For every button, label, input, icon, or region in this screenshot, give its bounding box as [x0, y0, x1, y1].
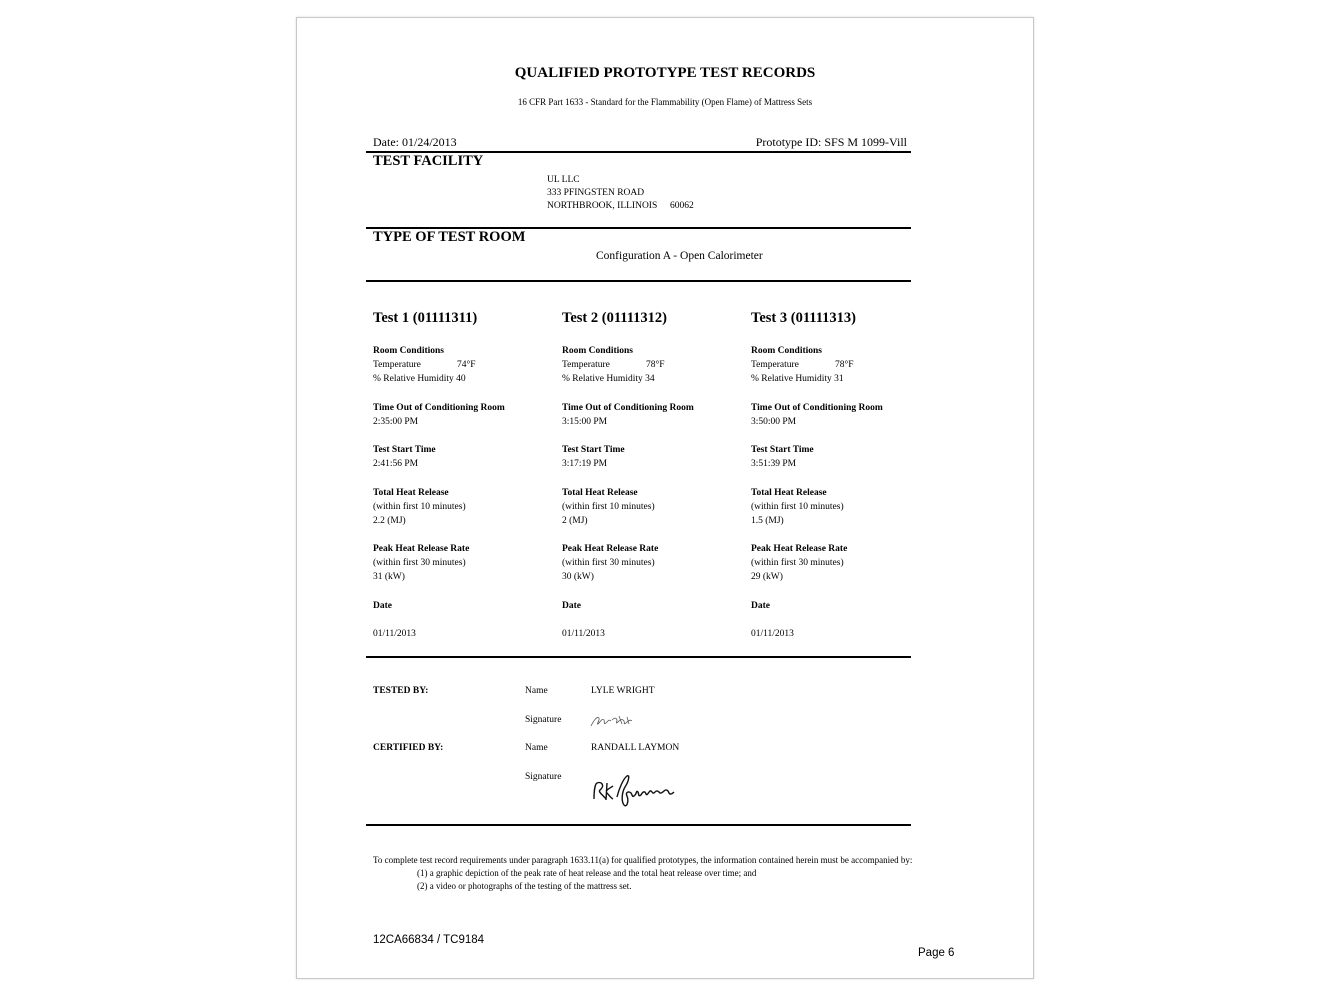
page-title: QUALIFIED PROTOTYPE TEST RECORDS [514, 65, 816, 81]
within-30-label: (within first 30 minutes) [562, 558, 655, 568]
test-3-time-out: 3:50:00 PM [751, 417, 797, 427]
facility-city: NORTHBROOK, ILLINOIS [547, 201, 658, 211]
divider [366, 824, 911, 826]
test-2-time-out: 3:15:00 PM [562, 417, 608, 427]
humidity-label: % Relative Humidity [562, 374, 643, 384]
test-3-humidity: 31 [834, 374, 844, 384]
humidity-label: % Relative Humidity [373, 374, 454, 384]
test-3-title: Test 3 (01111313) [751, 310, 857, 326]
facility-name: UL LLC [547, 175, 580, 185]
test-2-temperature: 78°F [646, 360, 665, 370]
certified-by-label: CERTIFIED BY: [373, 743, 444, 753]
time-out-label: Time Out of Conditioning Room [562, 403, 694, 413]
tested-signature-image [589, 712, 637, 730]
page-subtitle: 16 CFR Part 1633 - Standard for the Flammability (Open Flame) of Mattress Sets [517, 97, 813, 107]
test-2-peak-heat: 30 (kW) [562, 572, 594, 582]
room-conditions-label: Room Conditions [751, 346, 822, 356]
date-label: Date [751, 600, 770, 611]
certified-name: RANDALL LAYMON [591, 743, 680, 753]
test-1-temperature: 74°F [457, 360, 476, 370]
test-1-total-heat: 2.2 (MJ) [373, 515, 406, 526]
tested-by-label: TESTED BY: [373, 686, 429, 696]
certified-signature-label: Signature [525, 772, 562, 782]
certified-name-label: Name [525, 743, 548, 753]
total-heat-label: Total Heat Release [751, 487, 827, 498]
test-facility-heading: TEST FACILITY [373, 153, 484, 169]
within-30-label: (within first 30 minutes) [751, 558, 844, 568]
test-2-total-heat: 2 (MJ) [562, 515, 588, 526]
test-1-humidity: 40 [456, 374, 466, 384]
start-time-label: Test Start Time [751, 445, 814, 455]
test-2-title: Test 2 (01111312) [562, 310, 668, 326]
humidity-label: % Relative Humidity [751, 374, 832, 384]
peak-heat-label: Peak Heat Release Rate [373, 544, 470, 554]
test-room-heading: TYPE OF TEST ROOM [373, 229, 526, 245]
room-conditions-label: Room Conditions [562, 346, 633, 356]
tested-name-label: Name [525, 686, 548, 696]
total-heat-label: Total Heat Release [562, 487, 638, 498]
test-3-total-heat: 1.5 (MJ) [751, 515, 784, 526]
date-label: Date [373, 600, 392, 611]
time-out-label: Time Out of Conditioning Room [373, 403, 505, 413]
within-30-label: (within first 30 minutes) [373, 558, 466, 568]
divider [366, 280, 911, 282]
tested-signature-label: Signature [525, 715, 562, 725]
test-1-title: Test 1 (01111311) [373, 310, 478, 326]
total-heat-label: Total Heat Release [373, 487, 449, 498]
footnote-line-3: (2) a video or photographs of the testing of the mattress set. [417, 881, 632, 891]
facility-street: 333 PFINGSTEN ROAD [547, 188, 645, 198]
divider [366, 656, 911, 658]
test-3-peak-heat: 29 (kW) [751, 572, 783, 582]
temperature-label: Temperature [751, 360, 799, 370]
peak-heat-label: Peak Heat Release Rate [562, 544, 659, 554]
test-1-time-out: 2:35:00 PM [373, 417, 419, 427]
test-1-start-time: 2:41:56 PM [373, 459, 419, 469]
page-number: Page 6 [918, 947, 955, 959]
temperature-label: Temperature [562, 360, 610, 370]
within-10-label: (within first 10 minutes) [373, 501, 466, 512]
test-2-details [562, 344, 742, 641]
document-page [296, 17, 1034, 979]
facility-zip: 60062 [670, 201, 694, 211]
footnote-line-1: To complete test record requirements under paragraph 1633.11(a) for qualified prototypes, the information contained herein must be accompanied by: [373, 855, 913, 865]
within-10-label: (within first 10 minutes) [562, 501, 655, 512]
test-3-start-time: 3:51:39 PM [751, 459, 797, 469]
tested-name: LYLE WRIGHT [591, 686, 655, 696]
start-time-label: Test Start Time [562, 445, 625, 455]
within-10-label: (within first 10 minutes) [751, 501, 844, 512]
date-label: Date [562, 600, 581, 611]
document-date: Date: 01/24/2013 [373, 135, 457, 149]
test-2-humidity: 34 [645, 374, 655, 384]
footnote-line-2: (1) a graphic depiction of the peak rate of heat release and the total heat release over time; and [417, 868, 757, 878]
test-3-temperature: 78°F [835, 360, 854, 370]
test-1-peak-heat: 31 (kW) [373, 572, 405, 582]
room-conditions-label: Room Conditions [373, 346, 444, 356]
report-reference: 12CA66834 / TC9184 [373, 934, 485, 946]
test-2-date: 01/11/2013 [562, 628, 605, 639]
test-1-details [373, 344, 553, 641]
test-3-date: 01/11/2013 [751, 628, 794, 639]
temperature-label: Temperature [373, 360, 421, 370]
peak-heat-label: Peak Heat Release Rate [751, 544, 848, 554]
start-time-label: Test Start Time [373, 445, 436, 455]
test-room-configuration: Configuration A - Open Calorimeter [596, 250, 763, 262]
time-out-label: Time Out of Conditioning Room [751, 403, 883, 413]
test-1-date: 01/11/2013 [373, 628, 416, 639]
test-3-details [751, 344, 931, 641]
certified-signature-image [591, 771, 679, 811]
prototype-id: Prototype ID: SFS M 1099-Vill [755, 135, 907, 149]
test-2-start-time: 3:17:19 PM [562, 459, 608, 469]
